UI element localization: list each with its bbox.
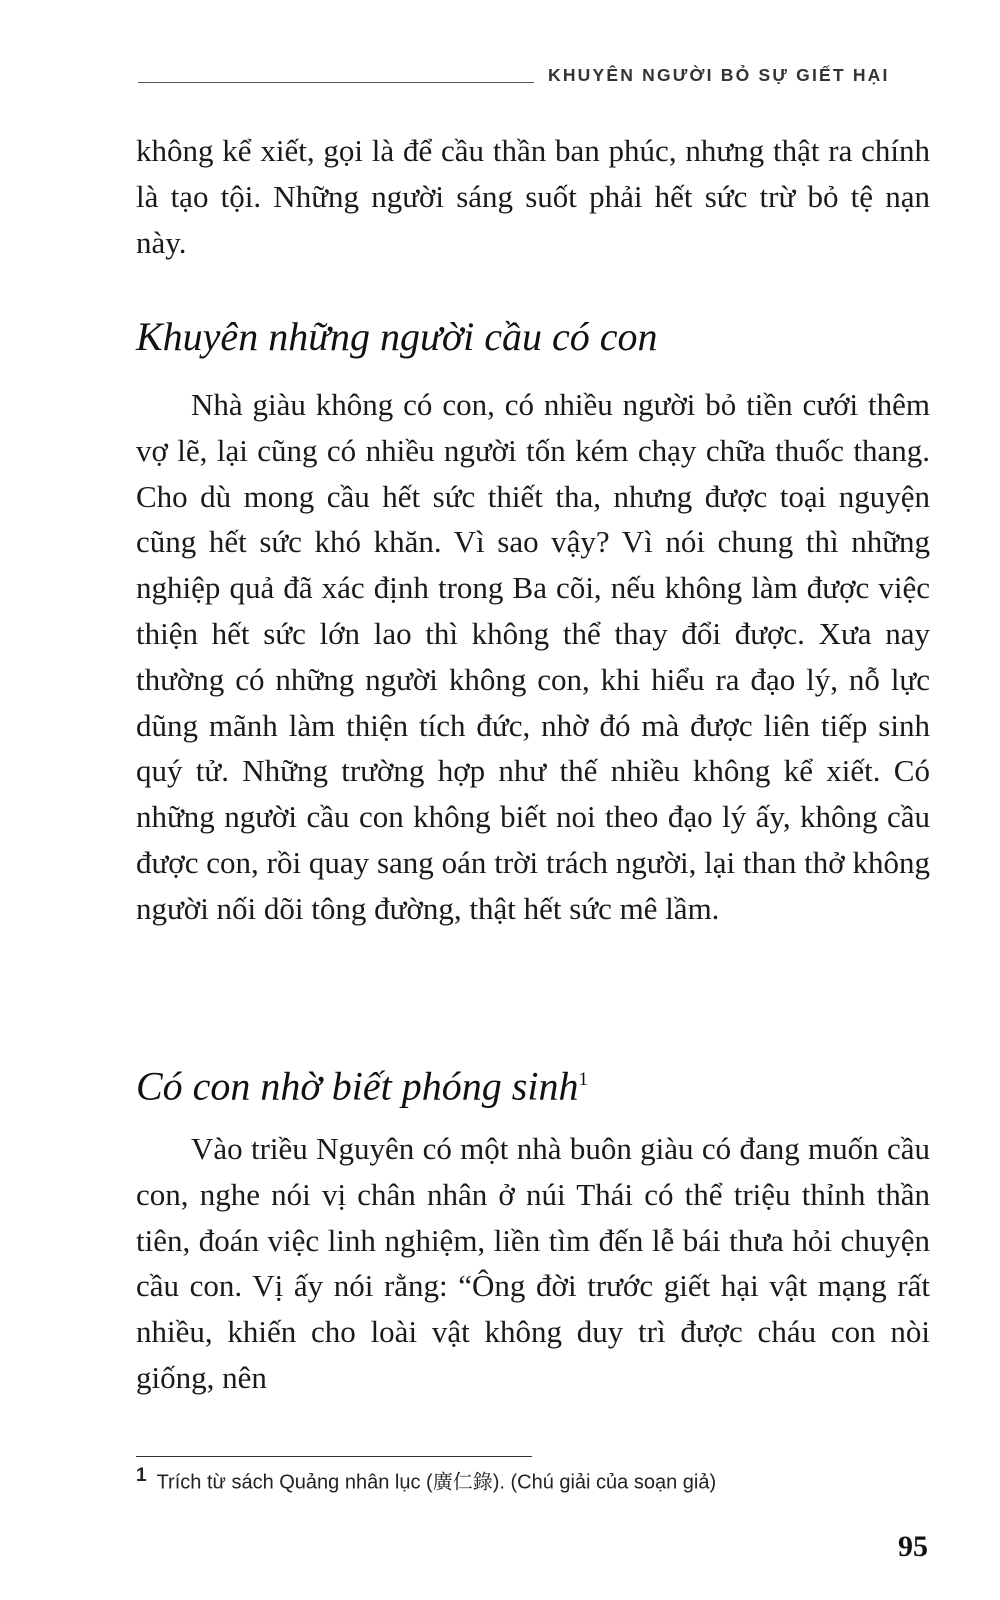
- footnote-marker: 1: [578, 1069, 588, 1090]
- footnote: [136, 1462, 930, 1497]
- running-title: KHUYÊN NGƯỜI BỎ SỰ GIẾT HẠI: [548, 64, 890, 85]
- opening-paragraph: không kể xiết, gọi là để cầu thần ban phúc, nhưng thật ra chính là tạo tội. Những người sáng suốt phải hết sức trừ bỏ tệ nạn này.: [136, 133, 930, 260]
- section-2-paragraph: Vào triều Nguyên có một nhà buôn giàu có đang muốn cầu con, nghe nói vị chân nhân ở núi Thái có thể triệu thỉnh thần tiên, đoán việc linh nghiệm, liền tìm đến lễ bái thưa hỏi chuyện cầu con. Vị ấy nói rằng: “Ông đời trước giết hại vật mạng rất nhiều, khiến cho loài vật không duy trì được cháu con nòi giống, nên: [136, 1131, 930, 1395]
- header-rule: [138, 82, 534, 83]
- section-heading-2-text: Có con nhờ biết phóng sinh: [136, 1063, 579, 1109]
- page-number: 95: [898, 1530, 928, 1563]
- footnote-text: Trích từ sách Quảng nhân lục (廣仁錄). (Chú giải của soạn giả): [156, 1471, 717, 1494]
- section-heading-1-text: Khuyên những người cầu có con: [136, 314, 658, 359]
- section-heading-2: [136, 1056, 588, 1110]
- section-heading-1: [136, 313, 658, 361]
- footnote-rule: [136, 1456, 532, 1457]
- section-1-paragraph: Nhà giàu không có con, có nhiều người bỏ tiền cưới thêm vợ lẽ, lại cũng có nhiều người tốn kém chạy chữa thuốc thang. Cho dù mong cầu hết sức thiết tha, nhưng được toại nguyện cũng hết sức khó khăn. Vì sao vậy? Vì nói chung thì những nghiệp quả đã xác định trong Ba cõi, nếu không làm được việc thiện hết sức lớn lao thì không thể thay đổi được. Xưa nay thường có những người không con, khi hiểu ra đạo lý, nỗ lực dũng mãnh làm thiện tích đức, nhờ đó mà được liên tiếp sinh quý tử. Những trường hợp như thế nhiều không kể xiết. Có những người cầu con không biết noi theo đạo lý ấy, không cầu được con, rồi quay sang oán trời trách người, lại than thở không người nối dõi tông đường, thật hết sức mê lầm.: [136, 387, 930, 926]
- footnote-number: 1: [136, 1465, 147, 1486]
- running-header: [138, 60, 928, 90]
